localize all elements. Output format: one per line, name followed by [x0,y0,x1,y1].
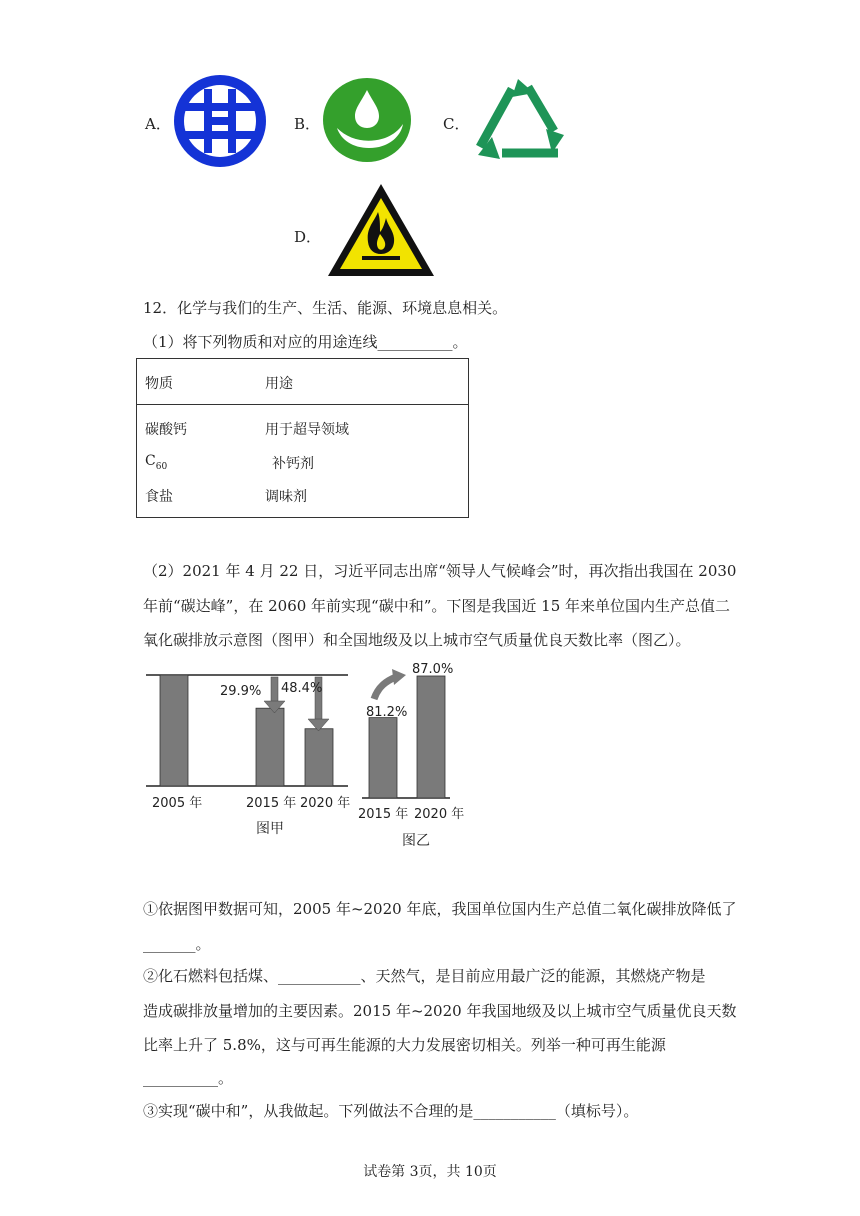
question-stem: 12．化学与我们的生产、生活、能源、环境息息相关。 [143,299,508,317]
table-header-use: 用途 [265,376,293,392]
tick-label-2020: 2020 年 [300,796,351,811]
table-row-use: 用于超导领域 [265,422,349,438]
water-saving-icon [323,78,411,162]
recycle-icon [472,75,568,161]
bar-b-0 [369,718,397,798]
annotation-81-2: 81.2% [366,705,408,720]
part1-text: （1）将下列物质和对应的用途连线__________。 [143,333,468,351]
tick-label-2015: 2015 年 [246,796,297,811]
bar-0 [160,675,188,786]
emission-charts [140,655,480,855]
q1-answer-blank: _______。 [143,935,211,953]
q2-answer-blank: __________。 [143,1069,234,1087]
option-d-label: D． [294,228,322,246]
part2-line: 年前“碳达峰”，在 2060 年前实现“碳中和”。下图是我国近 15 年来单位国内生产总值二 [143,597,731,615]
q3-line: ③实现“碳中和”，从我做起。下列做法不合理的是___________（填标号）。 [143,1102,639,1120]
page-footer: 试卷第 3页，共 10页 [363,1164,497,1180]
bar-b-1 [417,676,445,798]
table-row-substance: 食盐 [145,489,173,505]
table-row-substance: 碳酸钙 [145,422,187,438]
part2-line: （2）2021 年 4 月 22 日，习近平同志出席“领导人气候峰会”时，再次指出我国在 2030 [143,562,737,580]
tick-label-2005: 2005 年 [152,796,203,811]
flammable-warning-icon [326,182,436,278]
chart-b-caption: 图乙 [402,833,430,849]
table-row-use: 调味剂 [265,489,307,505]
up-arrow-icon [374,669,406,699]
option-a-label: A． [145,115,171,133]
annotation-29-9: 29.9% [220,684,262,699]
option-c-label: C． [443,115,470,133]
annotation-48-4: 48.4% [281,681,323,696]
annotation-87-0: 87.0% [412,662,454,677]
table-row-substance: $C_{60}$ [145,453,168,472]
table-header-substance: 物质 [145,376,173,392]
q1-line: ①依据图甲数据可知，2005 年~2020 年底，我国单位国内生产总值二氧化碳排放降低了 [143,900,737,918]
chart-a-caption: 图甲 [256,821,284,837]
tick-label-2020-b: 2020 年 [414,807,465,822]
part2-line: 氧化碳排放示意图（图甲）和全国地级及以上城市空气质量优良天数比率（图乙）。 [143,631,691,649]
metro-logo-icon [174,75,266,167]
q2-line: ②化石燃料包括煤、___________、天然气，是目前应用最广泛的能源，其燃烧产物是 [143,967,706,985]
table-divider [136,404,469,405]
q2-line: 造成碳排放量增加的主要因素。2015 年~2020 年我国地级及以上城市空气质量优良天数 [143,1002,737,1020]
option-b-label: B． [294,115,321,133]
tick-label-2015-b: 2015 年 [358,807,409,822]
q2-line: 比率上升了 5.8%，这与可再生能源的大力发展密切相关。列举一种可再生能源 [143,1036,666,1054]
table-row-use: 补钙剂 [272,456,314,472]
bar-2 [305,729,333,786]
bar-1 [256,708,284,786]
